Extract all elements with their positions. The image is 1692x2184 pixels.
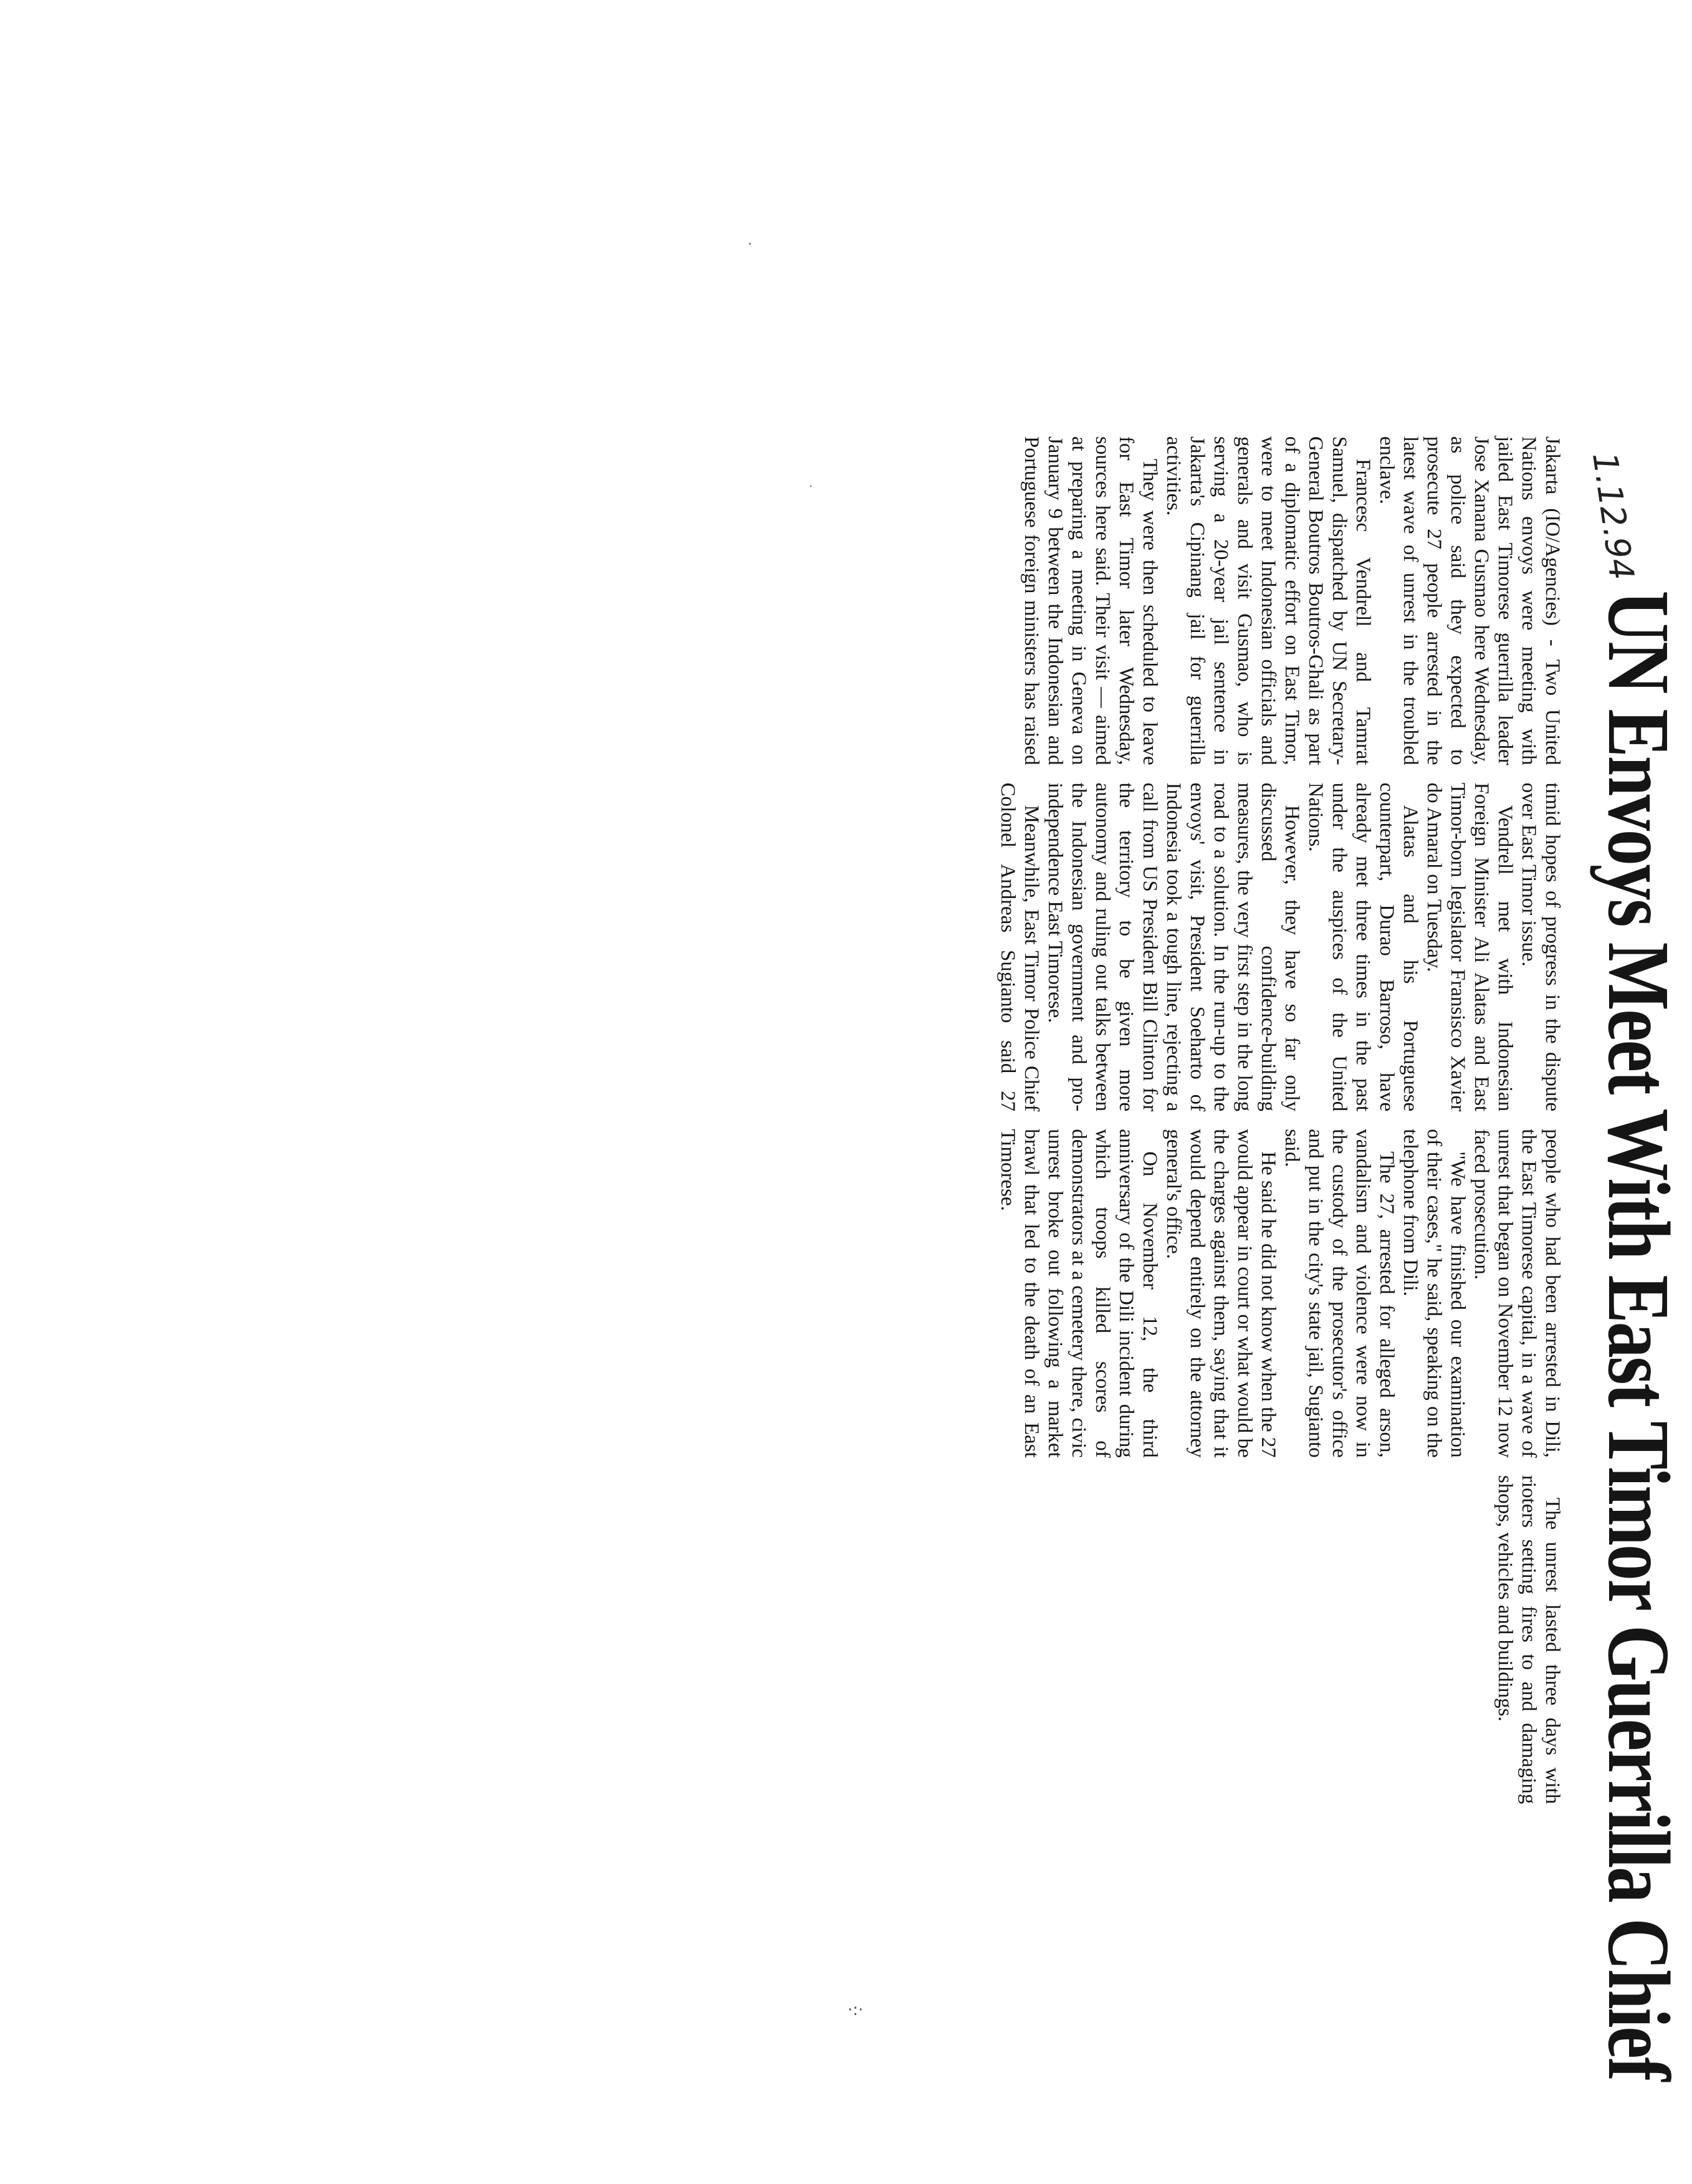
article-paragraph: The unrest lasted three days with rioters setting fires to and damaging shops, vehicles and buildings. <box>1494 1475 1564 1804</box>
article-paragraph: Vendrell met with Indonesian Foreign Minister Ali Alatas and East Timor-born legislator Fransisco Xavier do Amaral on Tuesday. <box>1423 782 1516 1112</box>
article-paragraph: However, they have so far only discussed confidence-building measures, the very first step in the long road to a solution. In the run-up to the envoys' visit, President Soeharto of Indonesia took a tough line, rejecting a call from US President Bill Clinton for the territory to be given more autonomy and ruling out talks between the Indonesian government and pro-independence East Timorese. <box>1044 782 1303 1112</box>
article-paragraph: On November 12, the third anniversary of the Dili incident during which troops killed scores of demonstrators at a cemetery there, civic unrest broke out following a market brawl that led to the death of an East Timorese. <box>997 1129 1161 1458</box>
article-body <box>985 436 1564 2150</box>
article-paragraph: He said he did not know when the 27 would appear in court or what would be the charges against them, saying that it would depend entirely on the attorney general's office. <box>1162 1129 1279 1458</box>
article-paragraph: "We have finished our examination of their cases," he said, speaking on the telephone from Dili. <box>1399 1129 1469 1458</box>
scan-speck: · <box>748 237 752 252</box>
article-headline: UN Envoys Meet With East Timor Guerrilla Chief <box>1590 590 1688 2080</box>
article-paragraph: Jakarta (IO/Agencies) - Two United Nations envoys were meeting with jailed East Timorese guerrilla leader Jose Xanana Gusmao here Wednesday, as police said they expected to prosecute 27 people arrested in the latest wave of unrest in the troubled enclave. <box>1375 436 1564 765</box>
article-paragraph: Francesc Vendrell and Tamrat Samuel, dispatched by UN Secretary-General Boutros Boutros-Ghali as part of a diplomatic effort on East Timor, were to meet Indonesian officials and generals and visit Gusmao, who is serving a 20-year jail sentence in Jakarta's Cipinang jail for guerrilla activities. <box>1162 436 1374 765</box>
scan-speck: ·:· <box>848 2001 864 2019</box>
newspaper-clipping <box>985 436 1692 2150</box>
article-paragraph: Meanwhile, East Timor Police Chief Colonel Andreas Sugianto said 27 people who had been arrested in Dili, the East Timorese capital, in a wave of unrest that began on November 12 now faced prosecution. <box>997 782 1564 1458</box>
article-paragraph: The 27, arrested for alleged arson, vandalism and violence were now in the custody of the prosecutor's office and put in the city's state jail, Sugianto said. <box>1281 1129 1398 1458</box>
handwritten-date-note: 1.12.94 <box>1584 449 1642 583</box>
article-paragraph: They were then scheduled to leave for East Timor later Wednesday, sources here said. Their visit — aimed at preparing a meeting in Geneva on January 9 between the Indonesian and Portuguese foreign ministers has raised timid hopes of progress in the dispute over East Timor issue. <box>1020 436 1564 1112</box>
scan-speck: · <box>809 480 813 493</box>
article-paragraph: Alatas and his Portuguese counterpart, Durao Barroso, have already met three times in the past under the auspices of the United Nations. <box>1304 782 1422 1112</box>
